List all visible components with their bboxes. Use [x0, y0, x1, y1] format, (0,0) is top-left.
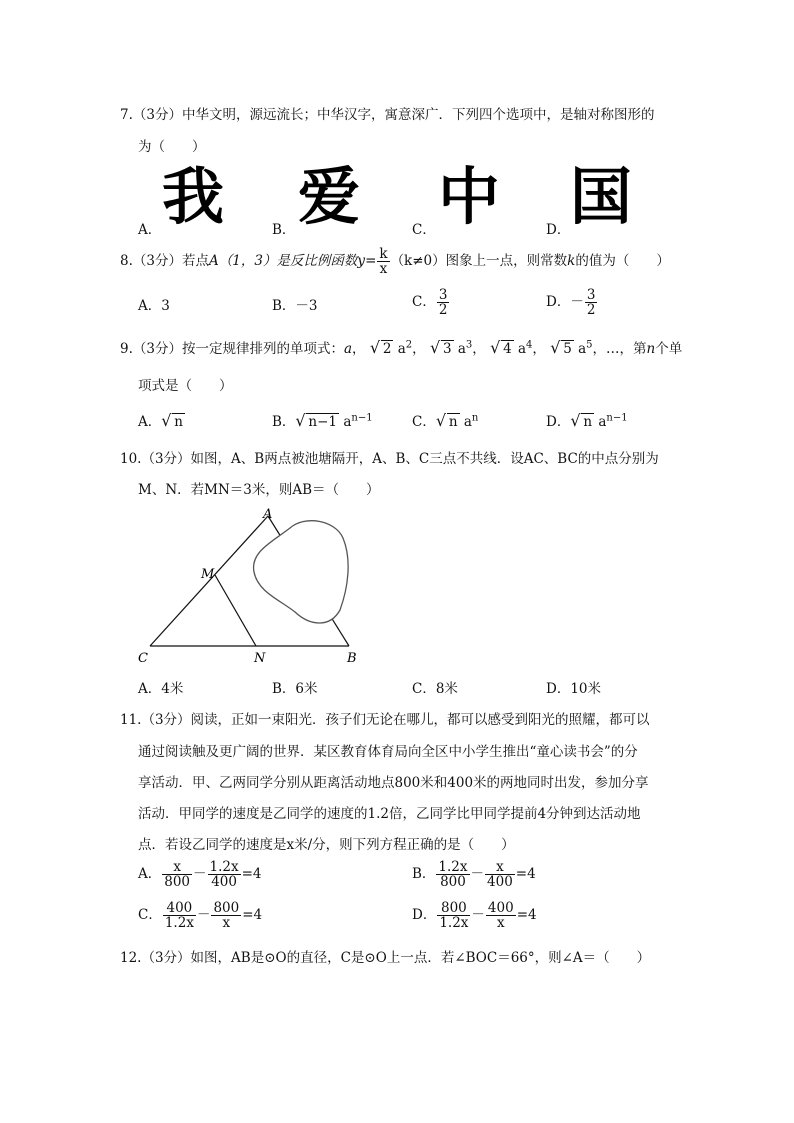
q10-line2: M、N．若MN＝3米，则AB＝（ ） — [138, 482, 380, 498]
q10-option-a: A．4米 — [138, 681, 184, 697]
q9-stem: 9.（3分）按一定规律排列的单项式：a， √ 2 $a^2$， √ 3 $a^3$， √ 4 $a^4$， √ 5 $a^5$，…，第n个单 — [120, 338, 683, 357]
q8-option-b: B．－3 — [272, 298, 318, 314]
q9-option-b: B． √ n−1 $a^{n-1}$ — [272, 411, 373, 430]
q8-frac-den: x — [379, 261, 388, 278]
q8-stem — [120, 247, 670, 276]
q8-eq: = — [365, 253, 377, 270]
q7-line2: 为（ ） — [138, 139, 206, 155]
q11-option-b: B． $\frac{1.2x}{800}$ － $\frac{x}{400}$ =4 — [412, 859, 536, 891]
q8-option-c: C． $\frac{3}{2}$ — [412, 287, 448, 319]
label-n: N — [254, 651, 266, 666]
q10-option-b: B．6米 — [272, 681, 318, 697]
q8-y: y — [357, 253, 366, 270]
q11-line3: 享活动．甲、乙两同学分别从距离活动地点800米和400米的两地同时出发，参加分享 — [138, 775, 649, 791]
q8-k: k — [567, 253, 576, 270]
q7-option-b-label: B． — [272, 222, 296, 238]
q10-figure — [130, 500, 370, 670]
q11-line1: 11.（3分）阅读，正如一束阳光．孩子们无论在哪儿，都可以感受到阳光的照耀，都可以 — [120, 712, 650, 728]
q8-fraction — [377, 247, 389, 276]
q9-option-d: D． √ n $a^{n-1}$ — [546, 411, 628, 430]
pond-shape — [254, 521, 349, 623]
q11-option-d: D． $\frac{800}{1.2x}$ － $\frac{400}{x}$ =4 — [412, 900, 537, 932]
q9-option-a: A． √ n — [138, 411, 183, 430]
q10-line1: 10.（3分）如图，A、B两点被池塘隔开，A、B、C三点不共线．设AC、BC的中点分别为 — [120, 451, 659, 467]
q7-option-d-label: D． — [546, 222, 571, 238]
q11-option-c: C． $\frac{400}{1.2x}$ － $\frac{800}{x}$ =4 — [138, 900, 263, 932]
q8-option-a: A．3 — [138, 298, 170, 314]
q11-line4: 活动．甲同学的速度是乙同学的速度的1.2倍，乙同学比甲同学提前4分钟到达活动地 — [138, 806, 641, 822]
q9-term-2: √ 2 — [369, 338, 392, 357]
label-a: A — [263, 507, 273, 522]
q9-line2: 项式是（ ） — [138, 378, 233, 394]
q7-option-b-char: 爱 — [298, 160, 361, 233]
q7-option-c-label: C． — [412, 222, 436, 238]
label-b: B — [347, 651, 357, 666]
q8-point: A（1，3）是反比例函数 — [208, 253, 358, 270]
label-c: C — [138, 651, 148, 666]
q9-term-5: √ 5 — [550, 338, 572, 357]
label-m: M — [201, 567, 215, 582]
q7-option-c-char: 中 — [438, 160, 501, 233]
q8-cond: （k≠0）图象上一点，则常数 — [390, 253, 568, 270]
q11-option-a: A． $\frac{x}{800}$ － $\frac{1.2x}{400}$ =4 — [138, 859, 262, 891]
q9-term-3: √ 3 — [429, 338, 452, 357]
q7-option-d-char: 国 — [570, 160, 633, 233]
q8-suffix: 的值为（ ） — [575, 253, 670, 270]
q12-line1: 12.（3分）如图，AB是⊙O的直径，C是⊙O上一点．若∠BOC＝66°，则∠A＝（ ） — [120, 950, 651, 966]
q10-option-c: C．8米 — [412, 681, 458, 697]
q8-option-d: D．－ $\frac{3}{2}$ — [546, 287, 596, 319]
q9-term-4: √ 4 — [490, 338, 512, 357]
q11-line5: 点．若设乙同学的速度是x米/分，则下列方程正确的是（ ） — [138, 837, 515, 853]
q7-option-a-char: 我 — [162, 160, 225, 233]
q8-frac-num: k — [379, 246, 388, 262]
q7-line1: 7.（3分）中华文明，源远流长；中华汉字，寓意深广．下列四个选项中，是轴对称图形的 — [120, 107, 655, 123]
q11-line2: 通过阅读触及更广阔的世界．某区教育体育局向全区中小学生推出“童心读书会”的分 — [138, 744, 638, 760]
q8-prefix: 8.（3分）若点 — [120, 253, 209, 270]
line-mn — [215, 575, 256, 646]
q10-option-d: D．10米 — [546, 681, 602, 697]
q9-option-c: C． √ n $a^n$ — [412, 411, 479, 430]
q7-option-a-label: A． — [138, 222, 162, 238]
